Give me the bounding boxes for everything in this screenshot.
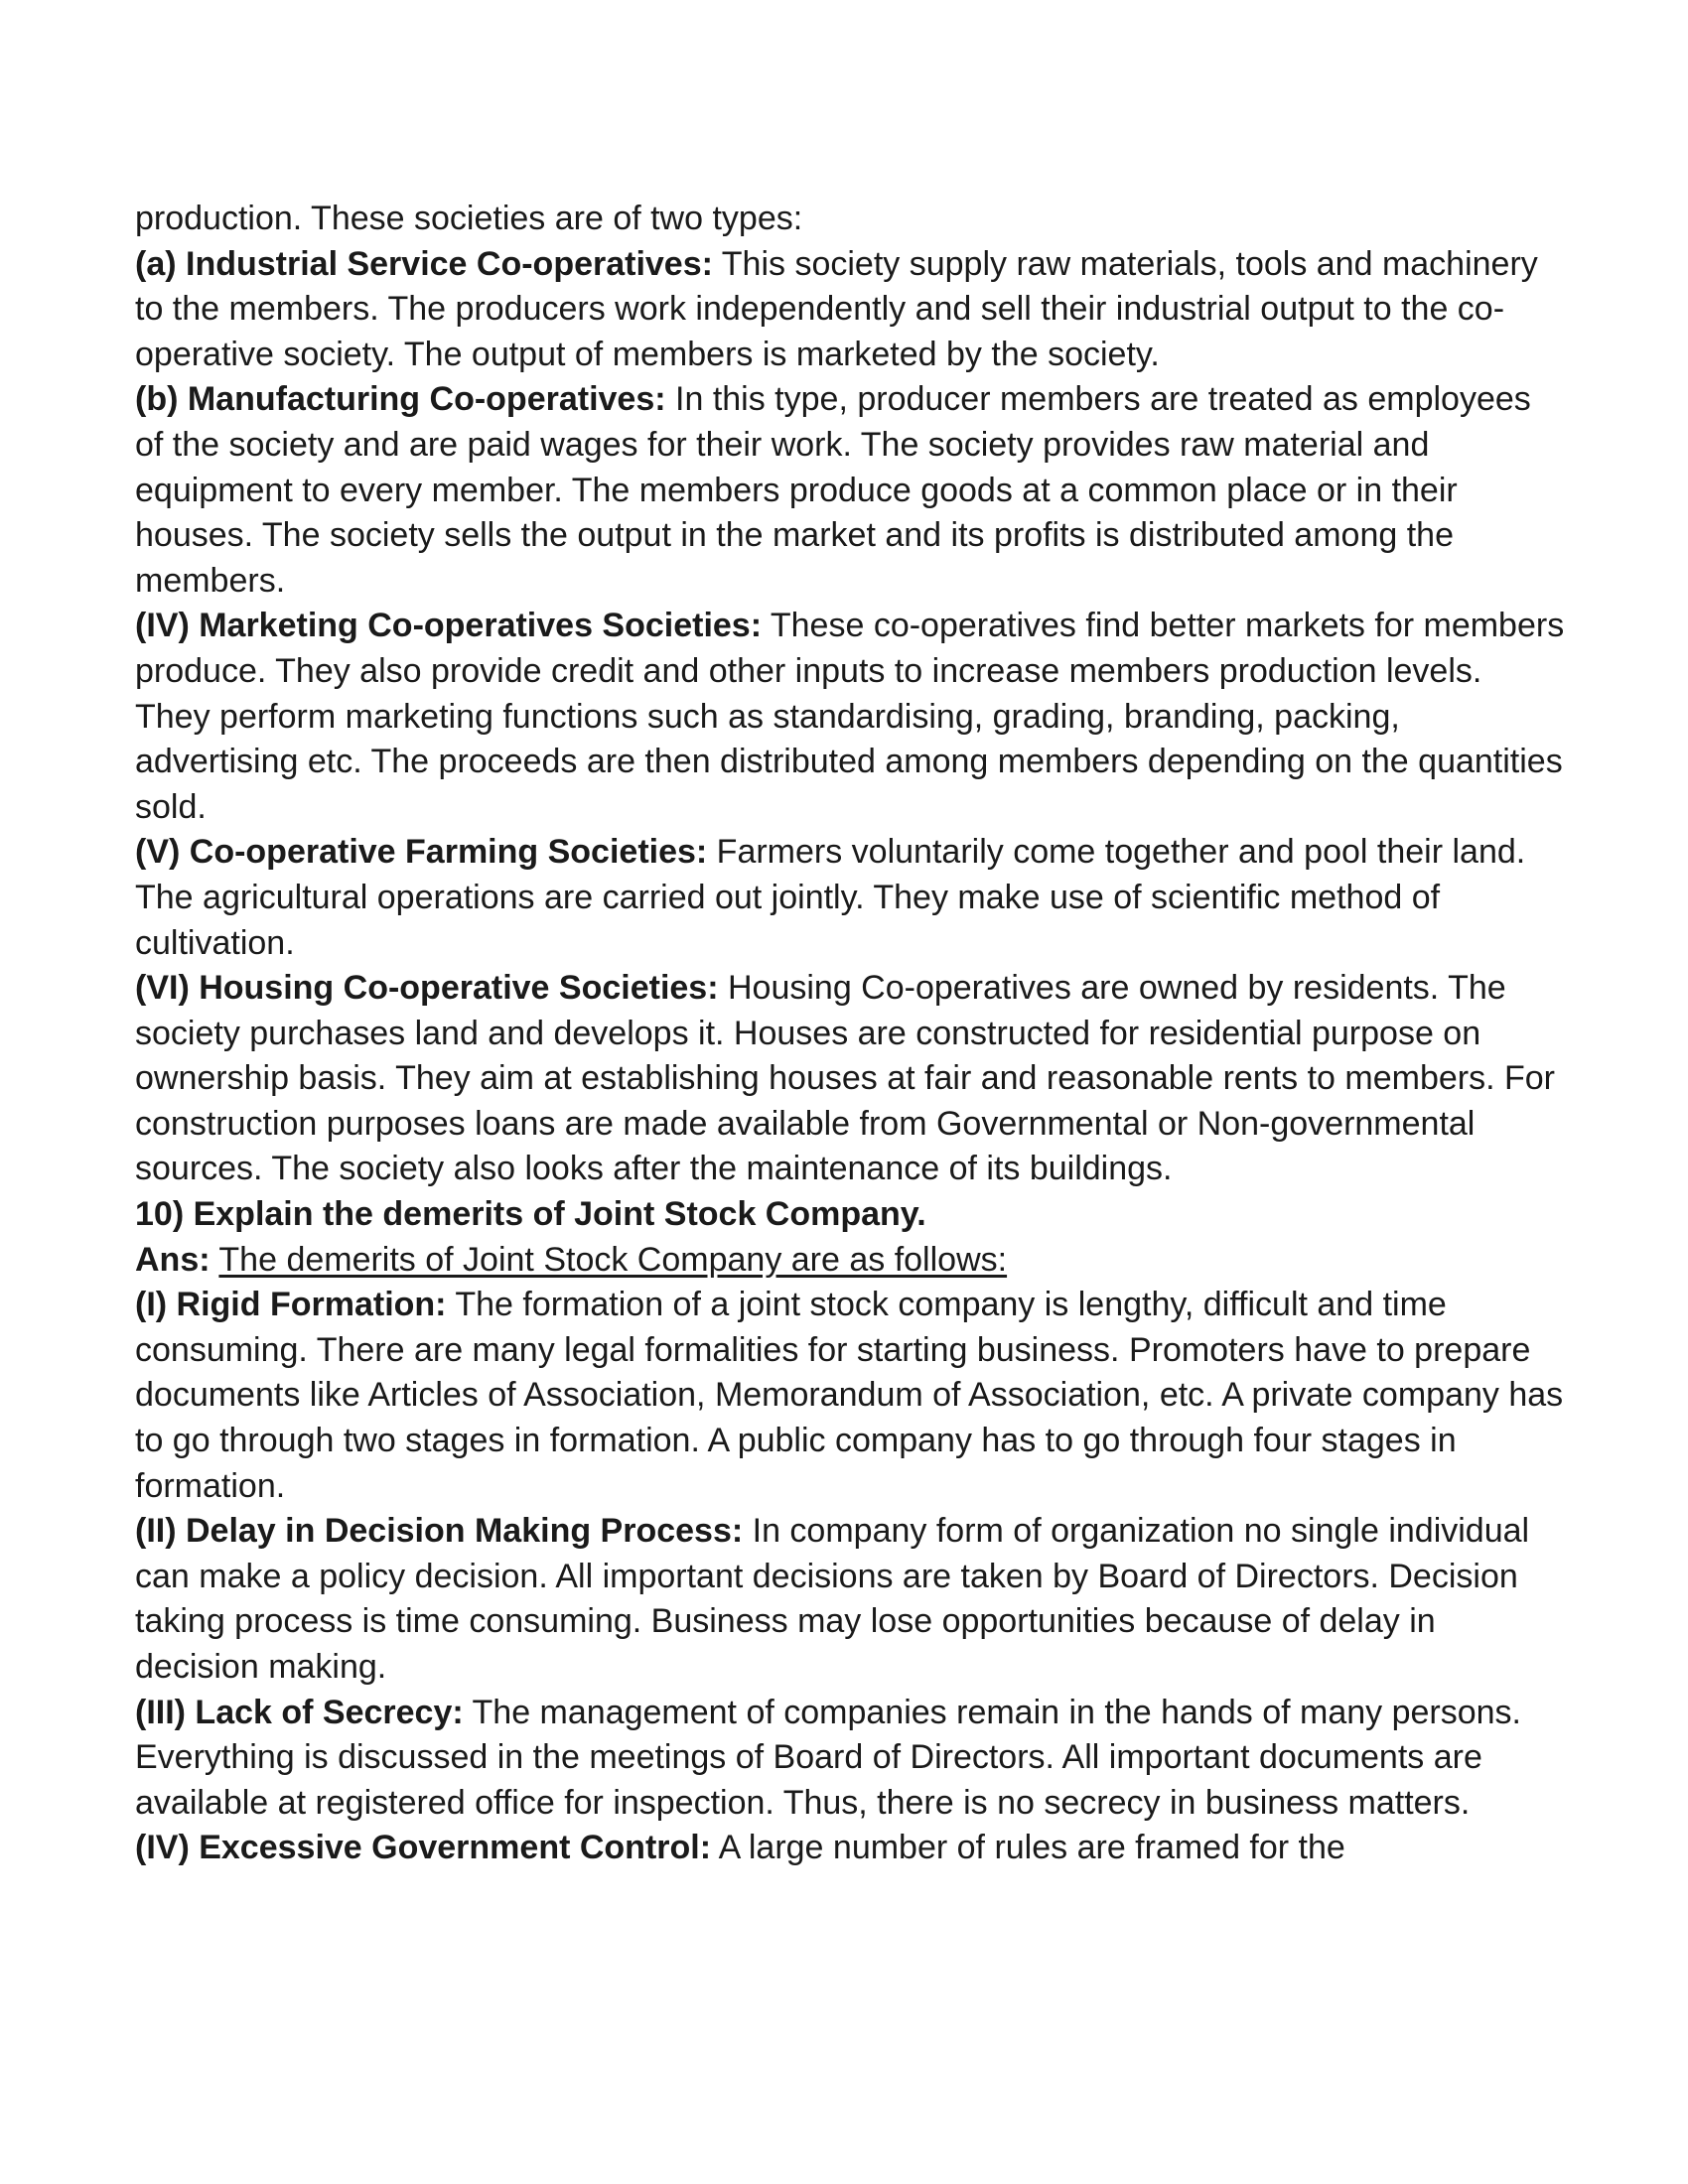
point-rigid-formation — [135, 1283, 1565, 1509]
paragraph-text: These co-operatives find better markets for members produce. They also provide credit and other inputs to increase members production levels. They perform marketing functions such as standardising, grading, branding, packing, advertising etc. The proceeds are then distributed among members depending on the quantities sold. — [135, 607, 1565, 826]
paragraph-industrial-service — [135, 242, 1565, 378]
answer-line — [135, 1238, 1565, 1284]
answer-intro: The demerits of Joint Stock Company are as follows: — [218, 1240, 1008, 1279]
answer-label: Ans: — [135, 1240, 211, 1279]
paragraph-heading: (IV) Marketing Co-operatives Societies: — [135, 607, 763, 645]
paragraph-heading: (VI) Housing Co-operative Societies: — [135, 969, 719, 1008]
paragraph-heading: (b) Manufacturing Co-operatives: — [135, 380, 666, 419]
point-heading: (I) Rigid Formation: — [135, 1286, 447, 1324]
paragraph-text: Housing Co-operatives are owned by residents. The society purchases land and develops it. Houses are constructed for residential purpose on ownership basis. They aim at establishing houses at fair and reasonable rents to members. For construction purposes loans are made available from Governmental or Non-governmental sources. The society also looks after the maintenance of its buildings. — [135, 969, 1555, 1188]
point-heading: (II) Delay in Decision Making Process: — [135, 1512, 744, 1551]
point-decision-delay — [135, 1509, 1565, 1690]
question-heading: 10) Explain the demerits of Joint Stock Company. — [135, 1195, 926, 1234]
paragraph-text: In this type, producer members are treated as employees of the society and are paid wages for their work. The society provides raw material and equipment to every member. The members produce goods at a common place or in their houses. The society sells the output in the market and its profits is distributed among the members. — [135, 380, 1531, 600]
paragraph-heading: (a) Industrial Service Co-operatives: — [135, 244, 713, 283]
point-text: In company form of organization no single individual can make a policy decision. All important decisions are taken by Board of Directors. Decision taking process is time consuming. Business may lose opportunities because of delay in decision making. — [135, 1512, 1530, 1686]
point-government-control — [135, 1826, 1565, 1871]
point-text: The management of companies remain in the hands of many persons. Everything is discussed in the meetings of Board of Directors. All important documents are available at registered office for inspection. Thus, there is no secrecy in business matters. — [135, 1693, 1521, 1822]
paragraph-text: Farmers voluntarily come together and pool their land. The agricultural operations are carried out jointly. They make use of scientific method of cultivation. — [135, 833, 1526, 962]
document-body — [135, 197, 1565, 1871]
point-heading: (IV) Excessive Government Control: — [135, 1829, 712, 1867]
intro-paragraph — [135, 197, 1565, 242]
paragraph-text: This society supply raw materials, tools and machinery to the members. The producers work independently and sell their industrial output to the co-operative society. The output of members is marketed by the society. — [135, 244, 1538, 373]
point-lack-of-secrecy — [135, 1691, 1565, 1827]
point-text: A large number of rules are framed for the — [711, 1829, 1345, 1867]
paragraph-manufacturing — [135, 377, 1565, 604]
point-heading: (III) Lack of Secrecy: — [135, 1693, 464, 1731]
paragraph-text: production. These societies are of two types: — [135, 200, 803, 237]
paragraph-marketing — [135, 604, 1565, 830]
paragraph-housing — [135, 966, 1565, 1192]
point-text: The formation of a joint stock company is lengthy, difficult and time consuming. There are many legal formalities for starting business. Promoters have to prepare documents like Articles of Association, Memorandum of Association, etc. A private company has to go through two stages in formation. A public company has to go through four stages in formation. — [135, 1286, 1564, 1505]
paragraph-farming — [135, 830, 1565, 966]
paragraph-heading: (V) Co-operative Farming Societies: — [135, 833, 708, 872]
